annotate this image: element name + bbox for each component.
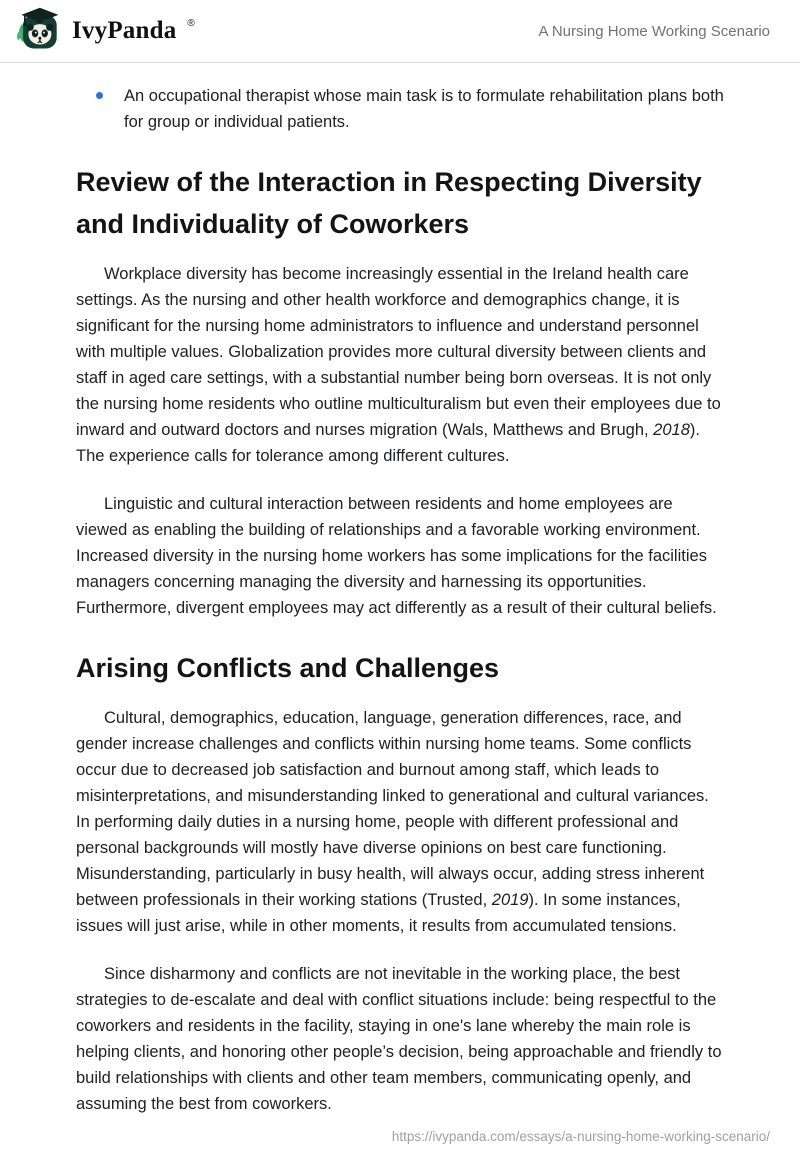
source-url[interactable]: https://ivypanda.com/essays/a-nursing-home-working-scenario/: [391, 1129, 770, 1144]
paragraph-3: [76, 705, 724, 939]
list-item: [76, 83, 724, 135]
paragraph-1: [76, 261, 724, 469]
citation-year-2018: 2018: [653, 421, 690, 439]
paragraph-2: Linguistic and cultural interaction between residents and home employees are viewed as enabling the building of relationships and a favorable working environment. Increased diversity in the nursing home workers has some implications for the facilities managers concerning managing the diversity and harnessing its opportunities. Furthermore, divergent employees may act differently as a result of their cultural beliefs.: [76, 495, 717, 617]
page-footer: [392, 1128, 770, 1146]
paragraph-3-text-b: ). In some instances, issues will just arise, while in other moments, it results from accumulated tensions.: [76, 891, 681, 935]
registered-mark: ®: [187, 17, 195, 29]
section-heading-diversity: Review of the Interaction in Respecting Diversity and Individuality of Coworkers: [76, 167, 702, 239]
ivypanda-logo-icon: [16, 6, 62, 57]
page-header: [0, 0, 800, 62]
paragraph-4: Since disharmony and conflicts are not inevitable in the working place, the best strategies to de-escalate and deal with conflict situations include: being respectful to the coworkers and residents in the facility, staying in one's lane whereby the main role is helping clients, and honoring other people’s decision, being approachable and friendly to build relationships with clients and other team members, communicating openly, and assuming the best from coworkers.: [76, 965, 722, 1113]
brand-link[interactable]: [16, 6, 195, 57]
bullet-icon: [96, 92, 103, 99]
document-content: [0, 63, 800, 1117]
paragraph-1-text-b: ). The experience calls for tolerance among different cultures.: [76, 421, 700, 465]
brand-name: IvyPanda: [72, 17, 177, 44]
list-item-text: An occupational therapist whose main task is to formulate rehabilitation plans both for group or individual patients.: [124, 87, 724, 131]
paragraph-3-text-a: Cultural, demographics, education, language, generation differences, race, and gender increase challenges and conflicts within nursing home teams. Some conflicts occur due to decreased job satisfaction and burnout among staff, which leads to misinterpretations, and misunderstanding linked to generational and cultural variances. In performing daily duties in a nursing home, people with different professional and personal backgrounds will mostly have diverse opinions on best care functioning. Misunderstanding, particularly in busy health, will always occur, adding stress inherent between professionals in their working stations (Trusted,: [76, 709, 709, 909]
citation-year-2019: 2019: [491, 891, 529, 909]
paragraph-1-text-a: Workplace diversity has become increasingly essential in the Ireland health care settings. As the nursing and other health workforce and demographics change, it is significant for the nursing home administrators to influence and understand personnel with multiple values. Globalization provides more cultural diversity between clients and staff in aged care settings, with a substantial number being born overseas. It is not only the nursing home residents who outline multiculturalism but even their employees due to inward and outward doctors and nurses migration (Wals, Matthews and Brugh,: [76, 265, 721, 439]
document-title: A Nursing Home Working Scenario: [538, 22, 770, 40]
section-heading-conflicts: Arising Conflicts and Challenges: [76, 653, 500, 683]
